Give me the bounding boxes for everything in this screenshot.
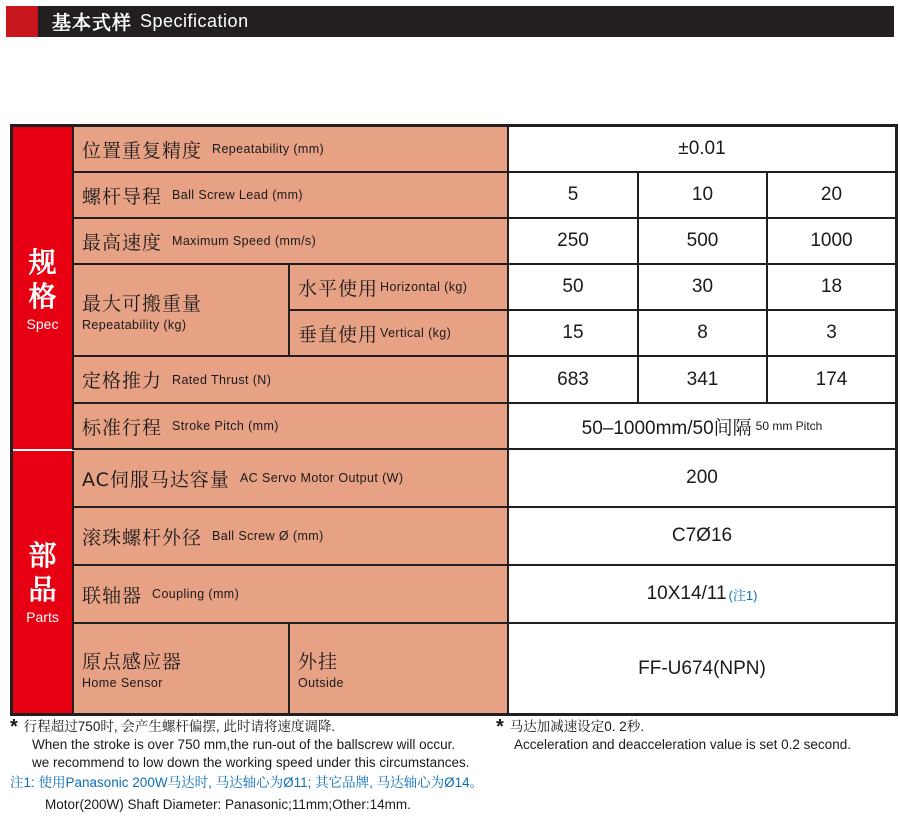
footnote-stroke xyxy=(10,718,495,772)
horizontal-value-3: 18 xyxy=(768,265,895,311)
speed-label xyxy=(74,219,509,265)
home-sensor-label-en: Home Sensor xyxy=(82,676,163,690)
payload-label xyxy=(74,265,290,357)
horizontal-label-zh: 水平使用 xyxy=(298,277,379,300)
motor-label-en: AC Servo Motor Output (W) xyxy=(239,471,404,485)
parts-section-label xyxy=(13,451,74,713)
footnote-stroke-en-2: we recommend to low down the working speed under this circumstances. xyxy=(32,755,470,770)
lead-label xyxy=(74,173,509,219)
stroke-label xyxy=(74,404,509,450)
home-sensor-label xyxy=(74,624,290,713)
vertical-value-2: 8 xyxy=(639,311,768,357)
parts-en: Parts xyxy=(26,609,59,625)
stroke-value-pitch: 50 mm Pitch xyxy=(755,419,823,433)
screw-diameter-label-en: Ball Screw Ø (mm) xyxy=(212,529,324,543)
thrust-value-2: 341 xyxy=(639,357,768,404)
thrust-label xyxy=(74,357,509,404)
vertical-label xyxy=(290,311,509,357)
repeatability-value: ±0.01 xyxy=(509,127,895,173)
coupling-label-en: Coupling (mm) xyxy=(152,587,240,601)
stroke-label-zh: 标准行程 xyxy=(82,416,163,439)
repeatability-label-en: Repeatability (mm) xyxy=(212,142,325,156)
footnote-stroke-zh: 行程超过750时, 会产生螺杆偏摆, 此时请将速度调降. xyxy=(23,719,336,734)
motor-value: 200 xyxy=(509,450,895,508)
header-title-zh: 基本式样 xyxy=(52,12,133,34)
spec-table xyxy=(10,124,898,716)
lead-label-zh: 螺杆导程 xyxy=(82,185,163,208)
thrust-value-1: 683 xyxy=(509,357,639,404)
coupling-note-ref: (注1) xyxy=(728,587,758,603)
spec-en: Spec xyxy=(26,315,59,332)
home-sensor-type-en: Outside xyxy=(298,676,344,690)
repeatability-label-zh: 位置重复精度 xyxy=(82,139,203,162)
footnote-star-left: * xyxy=(10,716,18,738)
repeatability-label xyxy=(74,127,509,173)
footnote-accel-en: Acceleration and deacceleration value is set 0.2 second. xyxy=(514,737,851,752)
thrust-value-3: 174 xyxy=(768,357,895,404)
thrust-label-en: Rated Thrust (N) xyxy=(172,372,272,387)
screw-diameter-label-zh: 滚珠螺杆外径 xyxy=(82,526,203,549)
header-accent-bar xyxy=(6,6,38,37)
vertical-value-3: 3 xyxy=(768,311,895,357)
spec-zh-1: 规 xyxy=(28,245,57,279)
speed-label-en: Maximum Speed (mm/s) xyxy=(172,234,317,248)
footnote-accel-zh: 马达加减速设定0. 2秒. xyxy=(509,719,645,734)
footnote-note1-zh: 注1: 使用Panasonic 200W马达时, 马达轴心为Ø11; 其它品牌, 马达轴心为Ø14。 xyxy=(10,775,484,790)
lead-value-1: 5 xyxy=(509,173,639,219)
footnote-accel xyxy=(496,718,896,754)
home-sensor-label-zh: 原点感应器 xyxy=(82,651,183,673)
stroke-label-en: Stroke Pitch (mm) xyxy=(172,419,279,433)
lead-value-3: 20 xyxy=(768,173,895,219)
coupling-label-zh: 联轴器 xyxy=(82,584,143,607)
payload-label-zh: 最大可搬重量 xyxy=(82,292,203,315)
horizontal-label-en: Horizontal (kg) xyxy=(380,280,468,294)
horizontal-value-2: 30 xyxy=(639,265,768,311)
speed-label-zh: 最高速度 xyxy=(82,231,163,254)
horizontal-value-1: 50 xyxy=(509,265,639,311)
motor-label xyxy=(74,450,509,508)
stroke-value-text: 50–1000mm/50间隔 xyxy=(581,417,752,439)
lead-label-en: Ball Screw Lead (mm) xyxy=(172,188,303,202)
coupling-label xyxy=(74,566,509,624)
speed-value-2: 500 xyxy=(639,219,768,265)
spec-section-label xyxy=(13,127,74,450)
lead-value-2: 10 xyxy=(639,173,768,219)
motor-label-zh: AC伺服马达容量 xyxy=(82,468,230,491)
vertical-label-en: Vertical (kg) xyxy=(380,326,452,340)
horizontal-label xyxy=(290,265,509,311)
stroke-value xyxy=(509,404,895,450)
spec-zh-2: 格 xyxy=(28,279,57,313)
screw-diameter-label xyxy=(74,508,509,566)
home-sensor-type-zh: 外挂 xyxy=(298,651,339,673)
header-title-en: Specification xyxy=(140,11,249,31)
footnote-stroke-en-1: When the stroke is over 750 mm,the run-out of the ballscrew will occur. xyxy=(32,737,456,752)
speed-value-3: 1000 xyxy=(768,219,895,265)
payload-label-en: Repeatability (kg) xyxy=(82,317,187,332)
vertical-value-1: 15 xyxy=(509,311,639,357)
footnote-note1-en: Motor(200W) Shaft Diameter: Panasonic;11mm;Other:14mm. xyxy=(45,797,411,812)
home-sensor-value: FF-U674(NPN) xyxy=(509,624,895,713)
vertical-label-zh: 垂直使用 xyxy=(298,323,379,346)
coupling-value xyxy=(509,566,895,624)
screw-diameter-value: C7Ø16 xyxy=(509,508,895,566)
thrust-label-zh: 定格推力 xyxy=(82,370,163,392)
parts-zh-2: 品 xyxy=(28,573,57,606)
parts-zh-1: 部 xyxy=(28,539,57,572)
section-header xyxy=(6,6,894,37)
speed-value-1: 250 xyxy=(509,219,639,265)
home-sensor-type xyxy=(290,624,509,713)
footnote-star-right: * xyxy=(496,716,504,738)
coupling-value-text: 10X14/11 xyxy=(646,583,727,604)
